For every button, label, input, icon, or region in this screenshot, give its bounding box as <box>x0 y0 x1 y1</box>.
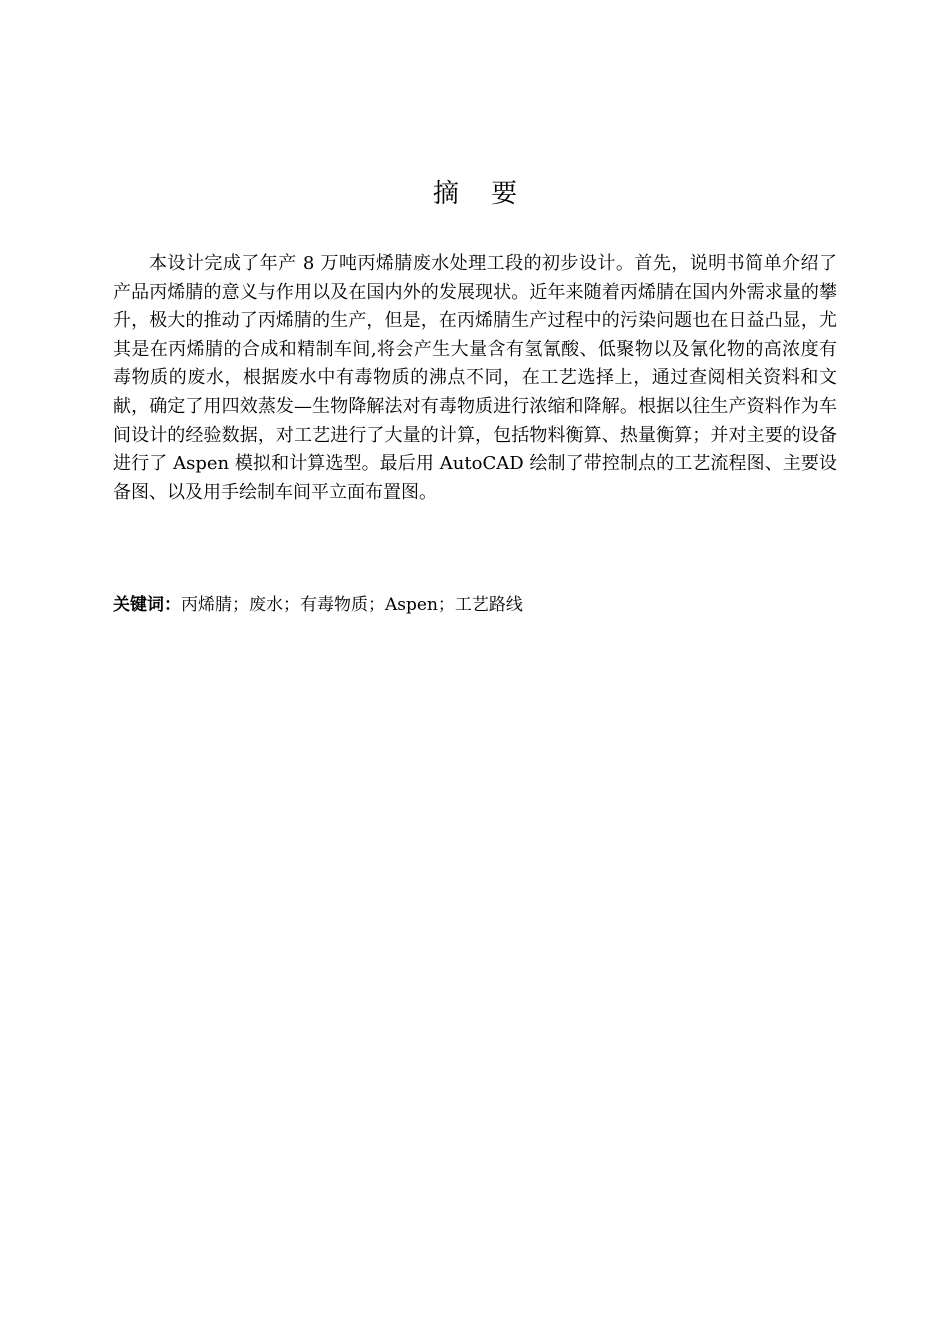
page-title: 摘 要 <box>432 179 530 209</box>
keywords-line <box>113 591 837 619</box>
abstract-paragraph: 本设计完成了年产 8 万吨丙烯腈废水处理工段的初步设计。首先，说明书简单介绍了产品丙烯腈的意义与作用以及在国内外的发展现状。近年来随着丙烯腈在国内外需求量的攀升，极大的推动了丙烯腈的生产，但是，在丙烯腈生产过程中的污染问题也在日益凸显，尤其是在丙烯腈的合成和精制车间,将会产生大量含有氢氰酸、低聚物以及氰化物的高浓度有毒物质的废水，根据废水中有毒物质的沸点不同，在工艺选择上，通过查阅相关资料和文献，确定了用四效蒸发—生物降解法对有毒物质进行浓缩和降解。根据以往生产资料作为车间设计的经验数据，对工艺进行了大量的计算，包括物料衡算、热量衡算；并对主要的设备进行了 Aspen 模拟和计算选型。最后用 AutoCAD 绘制了带控制点的工艺流程图、主要设备图、以及用手绘制车间平立面布置图。 <box>113 253 837 503</box>
keywords-label: 关键词： <box>113 595 181 615</box>
keywords-text: 丙烯腈；废水；有毒物质；Aspen；工艺路线 <box>181 595 523 615</box>
